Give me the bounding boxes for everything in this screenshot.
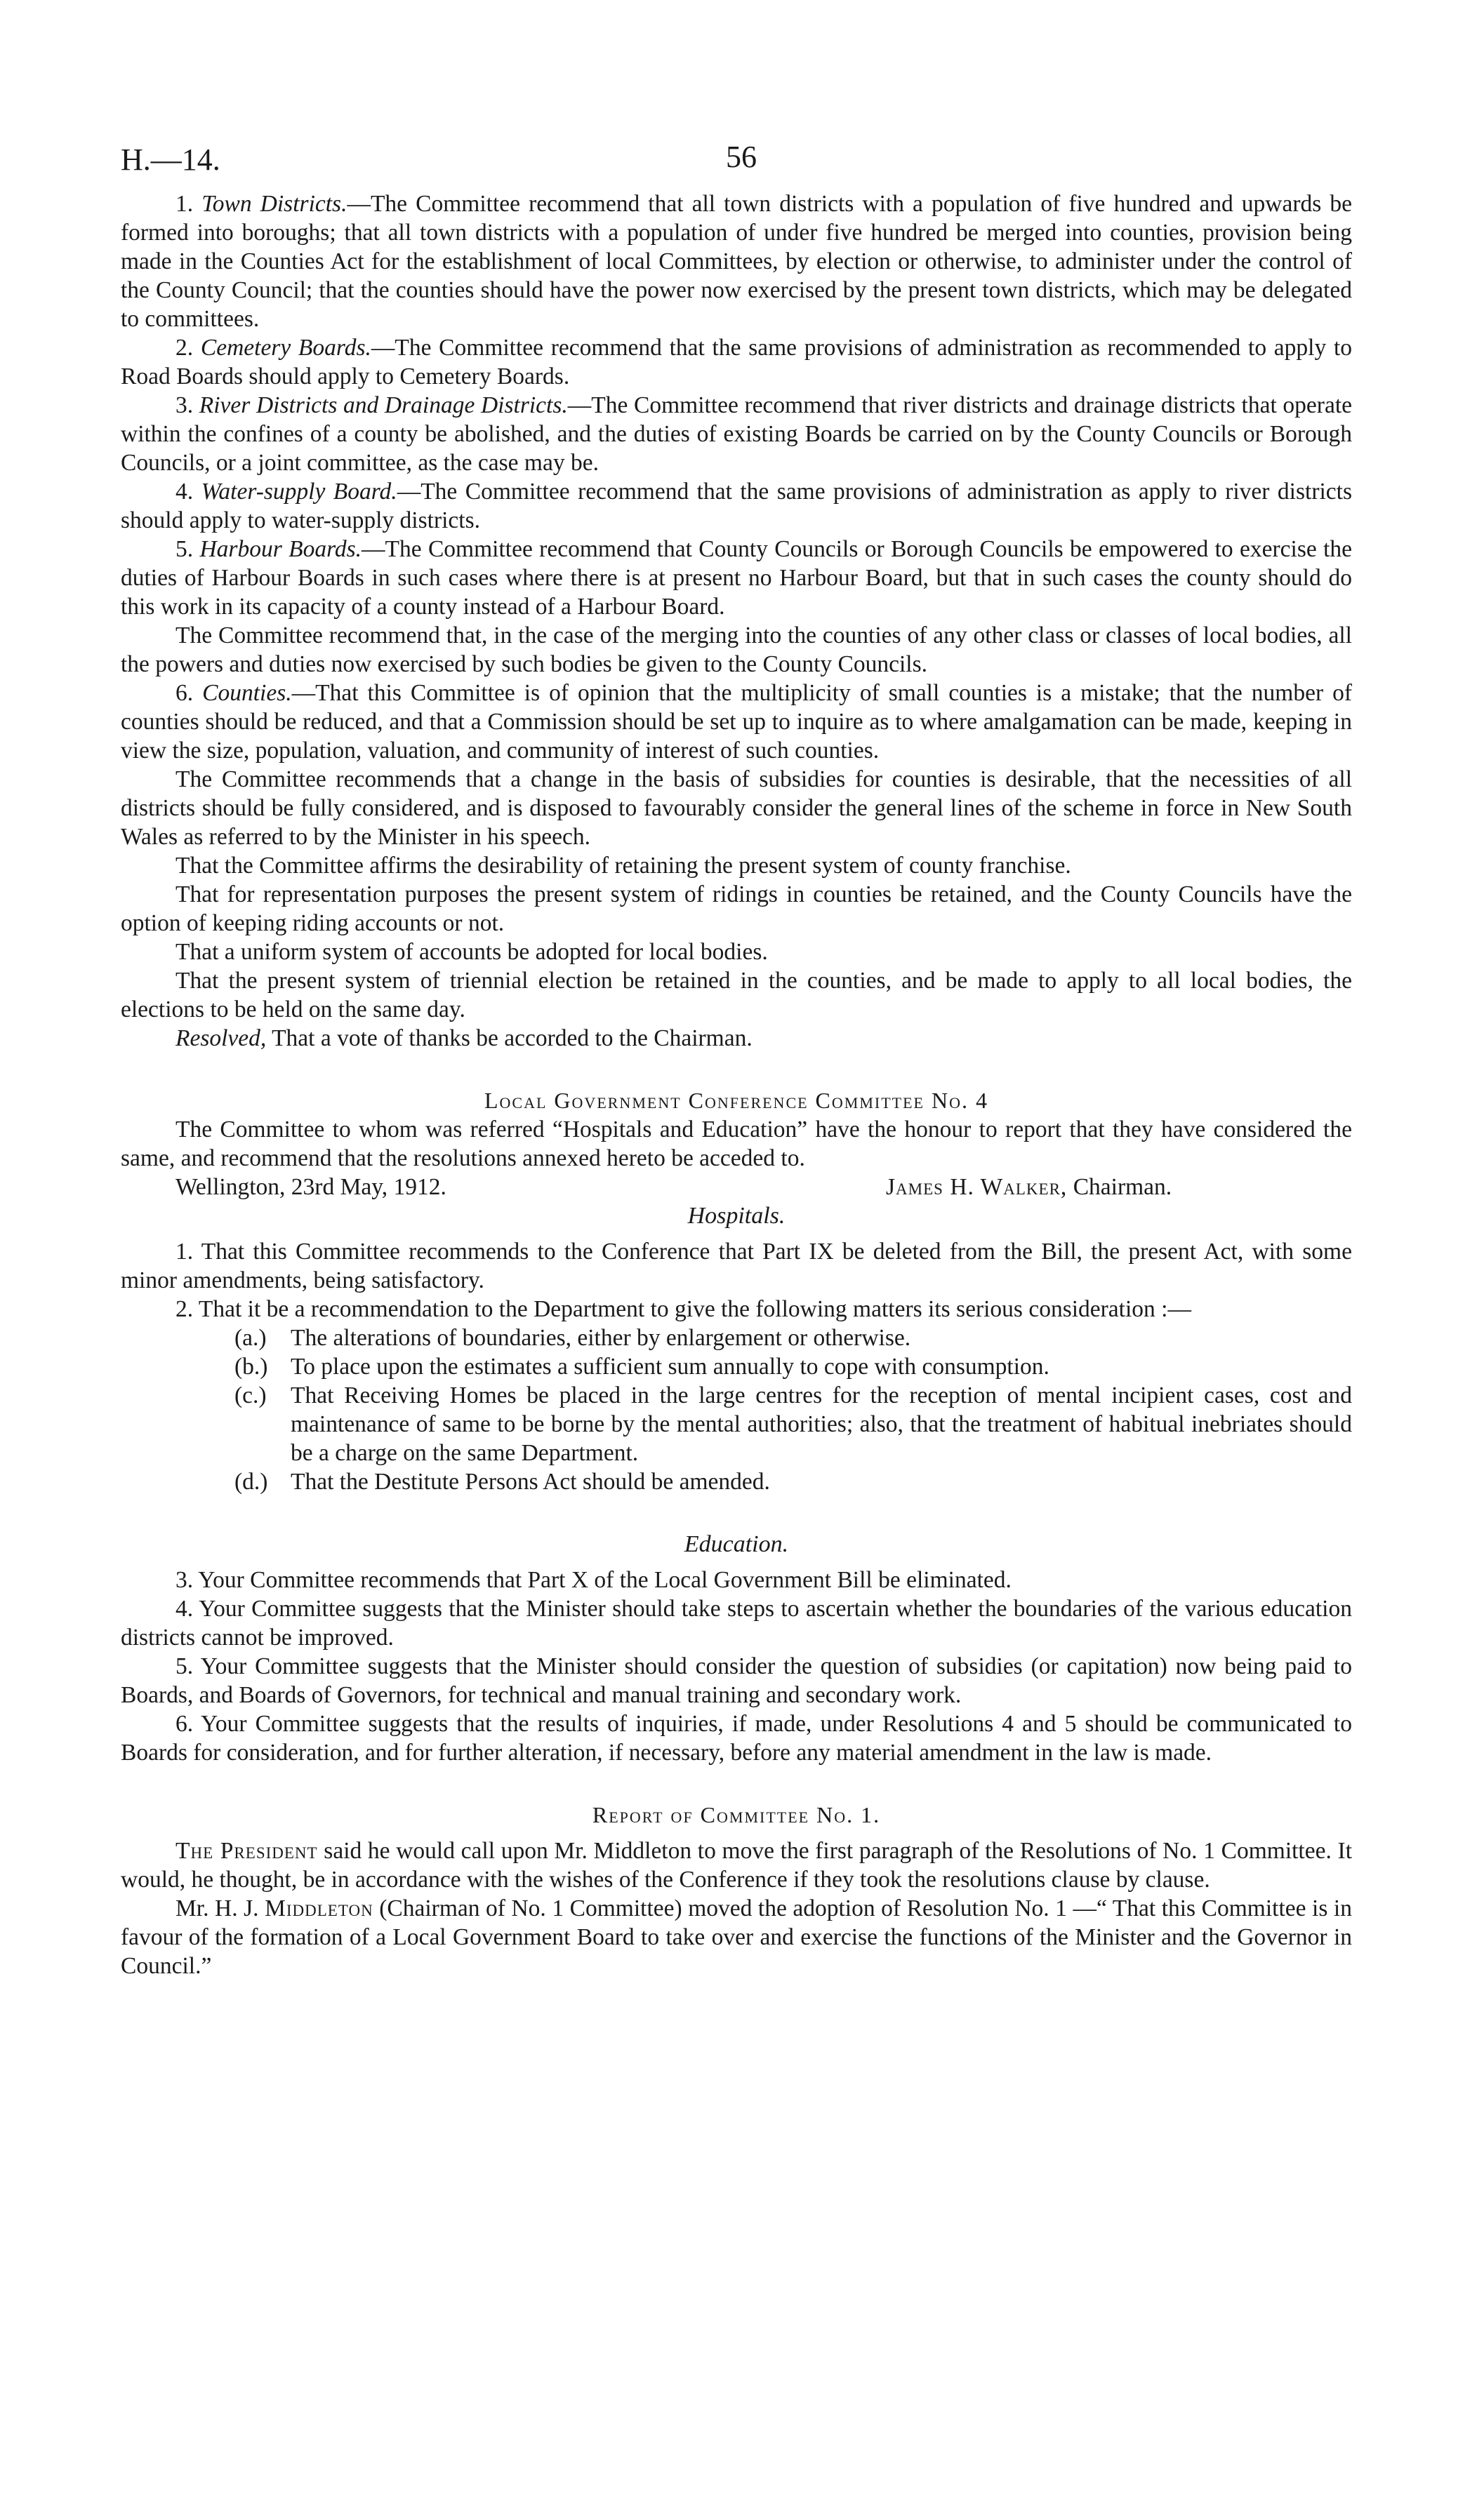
item-title: River Districts and Drainage Districts. bbox=[199, 392, 568, 418]
signatory-role: Chairman. bbox=[1067, 1174, 1172, 1200]
committee-recommendations bbox=[121, 189, 1352, 1053]
sub-item-text: That Receiving Homes be placed in the large centres for the reception of mental incipient cases, cost and maintenance of same to be borne by the mental authorities; also, that the treatment of habitual inebriates should be a charge on the same Department. bbox=[291, 1382, 1352, 1466]
sub-item-label: (c.) bbox=[234, 1382, 267, 1408]
speech-text: (Chairman of No. 1 Committee) moved the adoption of Resolution No. 1 —“ That this Committee is in favour of the formation of a Local Government Board to take over and exercise the functions of the Minister and the Governor in Council.” bbox=[121, 1895, 1352, 1979]
report-committee-1-heading: Report of Committee No. 1. bbox=[592, 1802, 881, 1827]
item-number: 2. bbox=[175, 335, 201, 361]
speech-text: said he would call upon Mr. Middleton to move the first paragraph of the Resolutions of No. 1 Committee. It would, he thought, be in accordance with the wishes of the Conference if they took the resolutions clause by clause. bbox=[121, 1838, 1352, 1893]
item-number: 5. bbox=[175, 536, 200, 562]
sub-item-label: (a.) bbox=[234, 1325, 267, 1351]
document-page bbox=[121, 133, 1352, 1980]
item-text: —The Committee recommend that the same provisions of administration as apply to river districts should apply to water-supply districts. bbox=[121, 479, 1352, 533]
committee-4-section bbox=[121, 1086, 1352, 1767]
item-title: Harbour Boards. bbox=[199, 536, 362, 562]
item-number: 3. bbox=[175, 392, 199, 418]
sub-item-b bbox=[121, 1352, 1352, 1381]
hospitals-resolution-1: 1. That this Committee recommends to the Conference that Part IX be deleted from the Bill, the present Act, with some minor amendments, being satisfactory. bbox=[121, 1239, 1352, 1293]
recommendation-harbour-boards bbox=[121, 535, 1352, 621]
sub-item-d bbox=[121, 1467, 1352, 1496]
recommendation-river-districts bbox=[121, 391, 1352, 477]
sub-item-text: To place upon the estimates a sufficient sum annually to cope with consumption. bbox=[291, 1354, 1049, 1380]
resolved-paragraph bbox=[121, 1024, 1352, 1053]
item-number: 1. bbox=[175, 191, 202, 217]
education-resolution-3: 3. Your Committee recommends that Part X of the Local Government Bill be eliminated. bbox=[175, 1567, 1012, 1593]
sub-item-label: (d.) bbox=[234, 1469, 268, 1495]
committee-4-intro: The Committee to whom was referred “Hospitals and Education” have the honour to report that they have considered the same, and recommend that the resolutions annexed hereto be acceded to. bbox=[121, 1116, 1352, 1171]
resolved-text: That a vote of thanks be accorded to the Chairman. bbox=[266, 1025, 753, 1051]
signatory-name: James H. Walker, bbox=[886, 1174, 1068, 1200]
committee-4-heading: Local Government Conference Committee No. 4 bbox=[484, 1088, 988, 1113]
place-date: Wellington, 23rd May, 1912. bbox=[175, 1174, 446, 1200]
sub-item-a bbox=[121, 1324, 1352, 1352]
speaker-name: The President bbox=[175, 1838, 318, 1864]
president-paragraph bbox=[121, 1836, 1352, 1894]
page-number: 56 bbox=[726, 140, 757, 174]
sub-item-label: (b.) bbox=[234, 1354, 268, 1380]
speaker-name: Middleton bbox=[265, 1895, 373, 1921]
middleton-paragraph bbox=[121, 1894, 1352, 1980]
education-heading: Education. bbox=[684, 1531, 789, 1557]
document-reference: H.—14. bbox=[121, 142, 220, 177]
item-number: 6. bbox=[175, 680, 203, 706]
education-resolution-5: 5. Your Committee suggests that the Minister should consider the question of subsidies (or capitation) now being paid to Boards, and Boards of Governors, for technical and manual training and secondary work. bbox=[121, 1653, 1352, 1708]
item-number: 4. bbox=[175, 479, 201, 505]
recommendation-counties bbox=[121, 679, 1352, 765]
item-text: —The Committee recommend that County Councils or Borough Councils be empowered to exercise the duties of Harbour Boards in such cases where there is at present no Harbour Board, but that in such cases the county should do this work in its capacity of a county instead of a Harbour Board. bbox=[121, 536, 1353, 620]
signatory bbox=[886, 1173, 1172, 1201]
item-text: —The Committee recommend that all town districts with a population of five hundred and upwards be formed into boroughs; that all town districts with a population of under five hundred be merged into counties, provision being made in the Counties Act for the establishment of local Committees, by election or otherwise, to administer under the control of the County Council; that the counties should have the power now exercised by the present town districts, which may be delegated to committees. bbox=[121, 191, 1352, 332]
merging-paragraph: The Committee recommend that, in the case of the merging into the counties of any other class or classes of local bodies, all the powers and duties now exercised by such bodies be given to the County Councils. bbox=[121, 622, 1352, 677]
hospitals-heading: Hospitals. bbox=[687, 1203, 786, 1229]
item-text: —The Committee recommend that river districts and drainage districts that operate within the confines of a county be abolished, and the duties of existing Boards be carried on by the County Councils or Borough Councils, or a joint committee, as the case may be. bbox=[121, 392, 1352, 476]
sub-item-text: That the Destitute Persons Act should be amended. bbox=[291, 1469, 770, 1495]
resolved-label: Resolved, bbox=[175, 1025, 267, 1051]
recommendation-water-supply bbox=[121, 477, 1352, 535]
recommendation-cemetery-boards bbox=[121, 333, 1352, 391]
item-text: —The Committee recommend that the same provisions of administration as recommended to apply to Road Boards should apply to Cemetery Boards. bbox=[121, 335, 1353, 389]
ridings-paragraph: That for representation purposes the present system of ridings in counties be retained, and the County Councils have the option of keeping riding accounts or not. bbox=[121, 881, 1352, 936]
hospitals-resolution-2: 2. That it be a recommendation to the Department to give the following matters its serious consideration :— bbox=[175, 1296, 1191, 1322]
report-committee-1-section bbox=[121, 1801, 1352, 1980]
elections-paragraph: That the present system of triennial election be retained in the counties, and be made to apply to all local bodies, the elections to be held on the same day. bbox=[121, 968, 1352, 1022]
speaker-prefix: Mr. H. J. bbox=[175, 1895, 265, 1921]
item-title: Counties. bbox=[202, 680, 292, 706]
education-resolution-4: 4. Your Committee suggests that the Minister should take steps to ascertain whether the boundaries of the various education districts cannot be improved. bbox=[121, 1596, 1352, 1651]
accounts-paragraph: That a uniform system of accounts be adopted for local bodies. bbox=[175, 939, 768, 965]
franchise-paragraph: That the Committee affirms the desirability of retaining the present system of county franchise. bbox=[175, 853, 1071, 879]
sub-item-c bbox=[121, 1381, 1352, 1467]
item-text: —That this Committee is of opinion that the multiplicity of small counties is a mistake; that the number of counties should be reduced, and that a Commission should be set up to inquire as to where amalgamation can be made, keeping in view the size, population, valuation, and community of interest of such counties. bbox=[121, 680, 1352, 764]
item-title: Water-supply Board. bbox=[201, 479, 397, 505]
subsidies-paragraph: The Committee recommends that a change in the basis of subsidies for counties is desirable, that the necessities of all districts should be fully considered, and is disposed to favourably consider the general lines of the scheme in force in New South Wales as referred to by the Minister in his speech. bbox=[121, 766, 1352, 850]
recommendation-town-districts bbox=[121, 189, 1352, 333]
page-header bbox=[121, 133, 1352, 189]
item-title: Cemetery Boards. bbox=[200, 335, 371, 361]
sub-item-text: The alterations of boundaries, either by enlargement or otherwise. bbox=[291, 1325, 911, 1351]
item-title: Town Districts. bbox=[201, 191, 347, 217]
signature-line bbox=[121, 1173, 1352, 1201]
education-resolution-6: 6. Your Committee suggests that the results of inquiries, if made, under Resolutions 4 and 5 should be communicated to Boards for consideration, and for further alteration, if necessary, before any material amendment in the law is made. bbox=[121, 1711, 1352, 1766]
